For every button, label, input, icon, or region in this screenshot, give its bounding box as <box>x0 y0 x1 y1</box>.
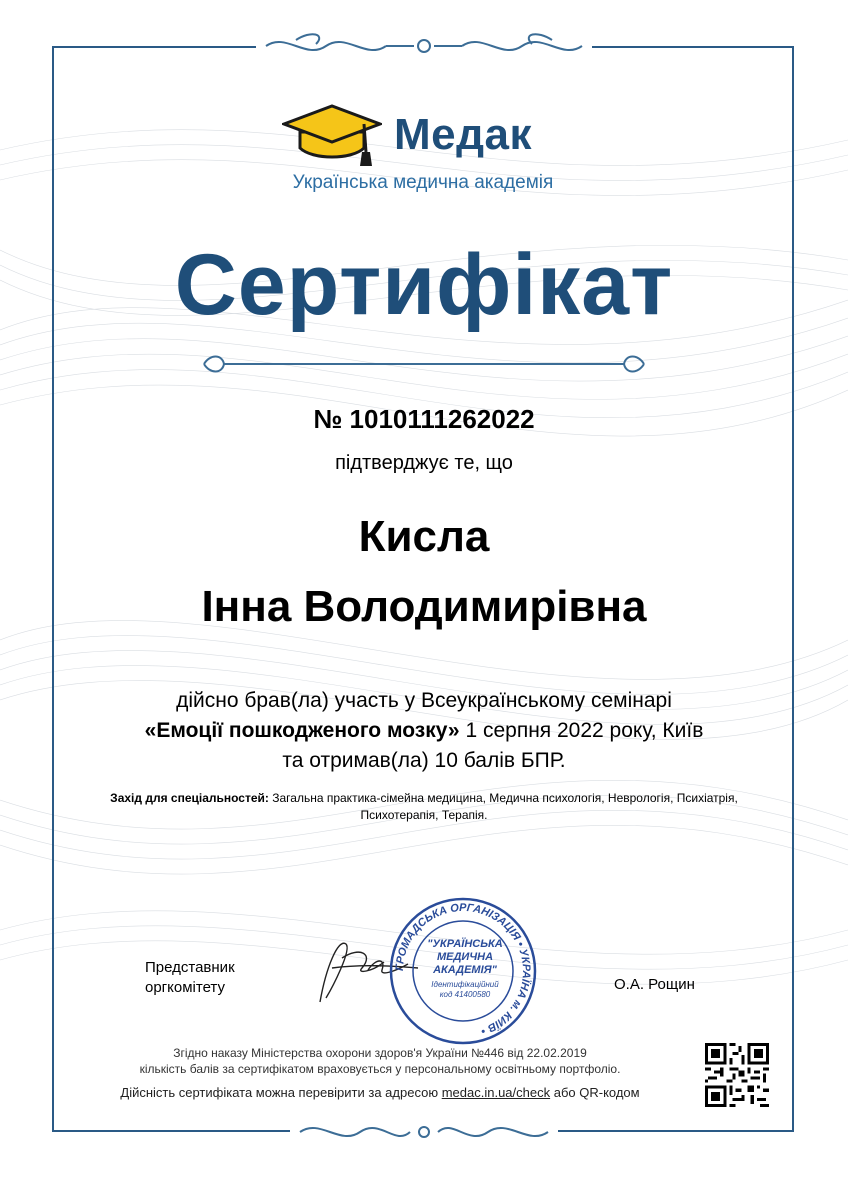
stamp-ring-text: ГРОМАДСЬКА ОРГАНІЗАЦІЯ • УКРАЇНА м. КИЇВ • <box>393 901 533 1037</box>
verify-text: Дійсність сертифіката можна перевірити за адресою <box>120 1085 442 1100</box>
event-date-place: 1 серпня 2022 року, Київ <box>459 719 704 742</box>
stamp-line-3: АКАДЕМІЯ" <box>433 964 497 976</box>
participation-line-1: дійсно брав(ла) участь у Всеукраїнському семінарі <box>176 689 672 712</box>
stamp-id-label: Ідентифікаційний <box>431 980 499 989</box>
stamp-id-code: код 41400580 <box>439 990 491 999</box>
recipient-given-names: Інна Володимирівна <box>201 582 647 631</box>
participation-line-3: та отримав(ла) 10 балів БПР. <box>282 749 566 772</box>
participation-line-2 <box>0 716 848 746</box>
footer-order-line: Згідно наказу Міністерства охорони здоров'я України №446 від 22.02.2019 <box>173 1046 587 1060</box>
representative-label-line-1: Представник <box>145 959 235 976</box>
specialties-text <box>80 790 768 824</box>
representative-label <box>145 958 235 998</box>
event-name: «Емоції пошкодженого мозку» <box>144 719 460 742</box>
academy-brand-name: Медак <box>394 110 533 159</box>
footer-portfolio-line: кількість балів за сертифікатом враховується у персональному освітньому портфоліо. <box>139 1062 621 1076</box>
academy-logo <box>282 102 572 194</box>
academy-subtitle: Українська медична академія <box>292 172 554 193</box>
recipient-surname: Кисла <box>358 512 490 561</box>
representative-label-line-2: оргкомітету <box>145 979 225 996</box>
stamp-line-2: МЕДИЧНА <box>436 951 494 963</box>
title-divider <box>200 352 648 376</box>
verify-link[interactable]: medac.in.ua/check <box>441 1085 551 1100</box>
qr-code[interactable] <box>705 1043 769 1107</box>
specialties-label: Захід для спеціальностей: <box>110 791 269 805</box>
certificate-number: № 1010111262022 <box>313 404 535 434</box>
graduation-cap-icon <box>282 102 382 168</box>
stamp-line-1: "УКРАЇНСЬКА <box>427 938 503 950</box>
bottom-ornament <box>290 1116 558 1148</box>
specialties-list-cont: Психотерапія, Терапія. <box>360 808 488 822</box>
verify-text-qr: або QR-кодом <box>550 1085 640 1100</box>
top-ornament <box>256 30 592 62</box>
stamp-center-text <box>420 938 510 977</box>
confirms-text: підтверджує те, що <box>335 452 513 474</box>
participation-text <box>0 686 848 776</box>
certificate-title: Сертифікат <box>174 237 674 333</box>
footer-verify-line <box>60 1085 700 1100</box>
stamp-id <box>420 980 510 1000</box>
specialties-list: Загальна практика-сімейна медицина, Медична психологія, Неврологія, Психіатрія, <box>268 791 738 805</box>
signer-name: О.А. Рощин <box>614 976 695 993</box>
